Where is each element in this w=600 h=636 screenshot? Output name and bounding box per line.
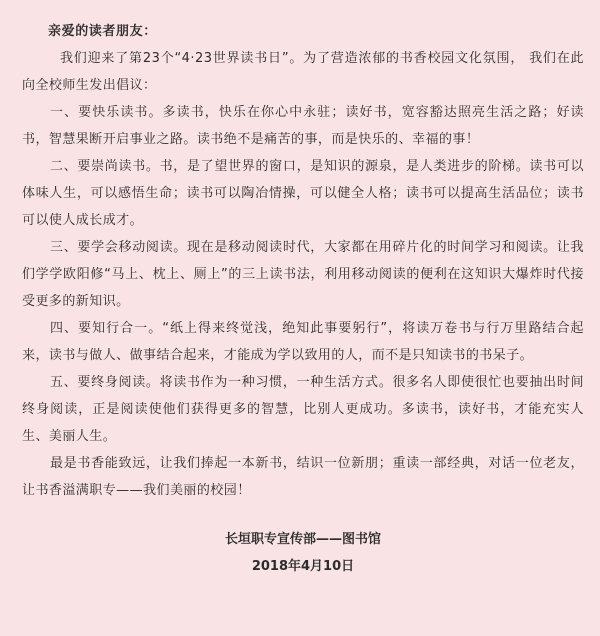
letter-paragraph-4: 四、要知行合一。“纸上得来终觉浅，绝知此事要躬行”，将读万卷书与行万里路结合起来，读书与做人、做事结合起来，才能成为学以致用的人，而不是只知读书的书呆子。 [22, 321, 584, 363]
letter-paragraph-closing: 最是书香能致远，让我们捧起一本新书，结识一位新朋；重读一部经典，对话一位老友，让书香溢满职专——我们美丽的校园！ [22, 456, 584, 498]
letter-paragraph-1: 一、要快乐读书。多读书，快乐在你心中永驻；读好书，宽容豁达照亮生活之路；好读书，智慧果断开启事业之路。读书绝不是痛苦的事，而是快乐的、幸福的事！ [22, 105, 584, 147]
letter-signature-block [22, 526, 584, 580]
letter-paragraph-2: 二、要崇尚读书。书，是了望世界的窗口，是知识的源泉，是人类进步的阶梯。读书可以体味人生，可以感悟生命；读书可以陶冶情操，可以健全人格；读书可以提高生活品位；读书可以使人成长成才。 [22, 159, 584, 228]
letter-greeting: 亲爱的读者朋友： [48, 24, 157, 39]
letter-signature: 长垣职专宣传部——图书馆 [224, 532, 381, 547]
letter-paragraph-intro: 我们迎来了第23个“4·23世界读书日”。为了营造浓郁的书香校园文化氛围， 我们在此向全校师生发出倡议： [22, 51, 584, 93]
letter-date: 2018年4月10日 [251, 559, 355, 574]
letter-paragraph-3: 三、要学会移动阅读。现在是移动阅读时代，大家都在用碎片化的时间学习和阅读。让我们学学欧阳修“马上、枕上、厕上”的三上读书法，利用移动阅读的便利在这知识大爆炸时代接受更多的新知识。 [22, 240, 584, 309]
letter-paragraph-5: 五、要终身阅读。将读书作为一种习惯，一种生活方式。很多名人即使很忙也要抽出时间终身阅读，正是阅读使他们获得更多的智慧，比别人更成功。多读书，读好书，才能充实人生、美丽人生。 [22, 375, 584, 444]
